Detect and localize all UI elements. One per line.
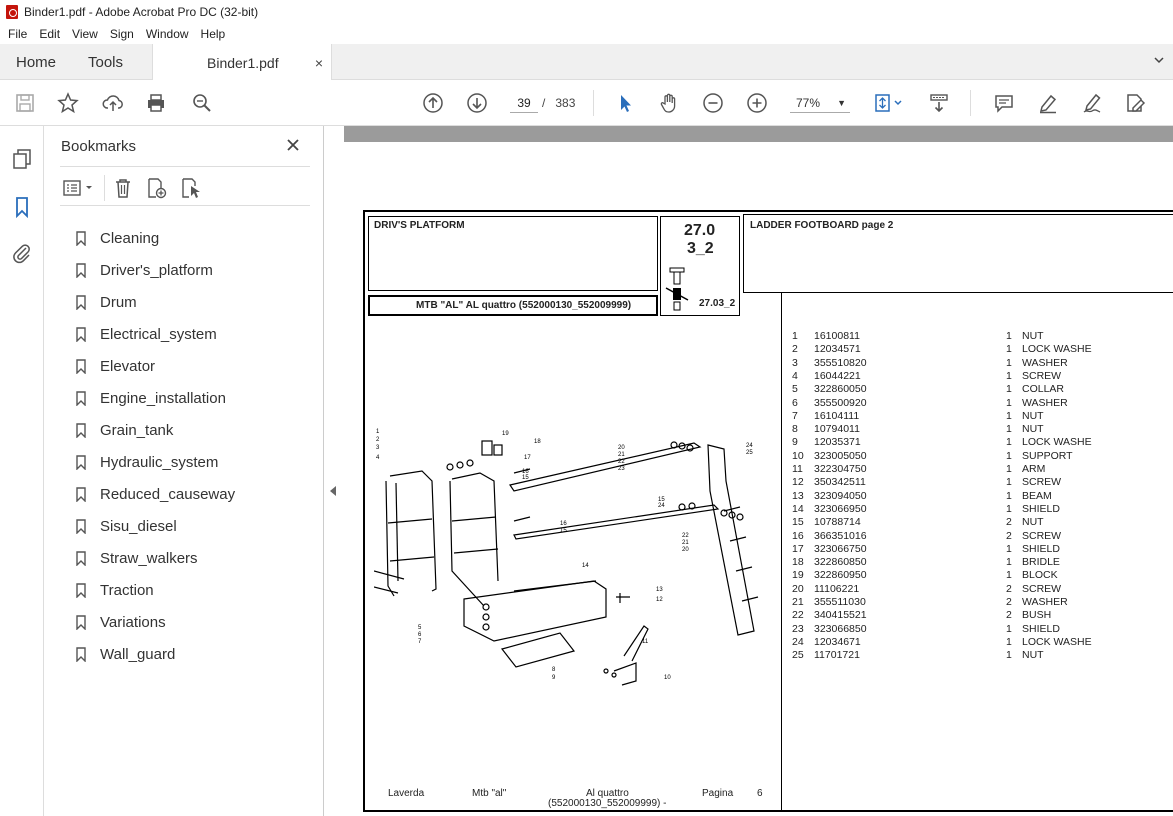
- svg-text:24: 24: [746, 443, 753, 449]
- hand-tool-icon[interactable]: [656, 90, 682, 116]
- part-n: 15: [792, 516, 804, 529]
- part-code: 323066850: [814, 622, 867, 635]
- part-qty: 2: [1006, 529, 1012, 542]
- part-desc: NUT: [1022, 516, 1044, 529]
- footer-model: Mtb "al": [472, 788, 507, 799]
- part-desc: NUT: [1022, 409, 1044, 422]
- bookmark-item[interactable]: Electrical_system: [76, 318, 235, 350]
- part-n: 10: [792, 449, 804, 462]
- part-qty: 1: [1006, 409, 1012, 422]
- collapse-arrow-icon[interactable]: [330, 486, 336, 496]
- fit-page-icon[interactable]: [870, 90, 906, 116]
- part-code: 10794011: [814, 423, 860, 436]
- part-qty: 1: [1006, 476, 1012, 489]
- part-desc: LOCK WASHE: [1022, 635, 1092, 648]
- toolbar-divider: [593, 90, 594, 116]
- part-n: 12: [792, 476, 804, 489]
- part-qty: 2: [1006, 582, 1012, 595]
- svg-text:22: 22: [618, 459, 625, 465]
- panel-splitter[interactable]: [324, 126, 344, 816]
- chevron-down-icon: ▼: [837, 98, 846, 108]
- part-desc: LOCK WASHE: [1022, 343, 1092, 356]
- bookmark-item[interactable]: Engine_installation: [76, 382, 235, 414]
- svg-text:25: 25: [746, 450, 753, 456]
- bookmark-icon: [76, 391, 86, 406]
- bookmark-item[interactable]: Wall_guard: [76, 638, 235, 670]
- bookmark-icon: [76, 423, 86, 438]
- part-desc: WASHER: [1022, 396, 1068, 409]
- bookmark-icon: [76, 487, 86, 502]
- bookmarks-toolbar: [60, 166, 310, 206]
- options-menu-icon[interactable]: [62, 177, 98, 199]
- part-code: 350342511: [814, 476, 866, 489]
- part-n: 20: [792, 582, 804, 595]
- attachments-icon[interactable]: [11, 242, 33, 264]
- title-bar: [0, 0, 1173, 24]
- footer-page-number: 6: [757, 788, 763, 799]
- part-desc: NUT: [1022, 330, 1044, 342]
- star-icon[interactable]: [55, 90, 81, 116]
- bookmark-icon: [76, 295, 86, 310]
- part-n: 1: [792, 330, 798, 342]
- part-n: 22: [792, 609, 804, 622]
- part-n: 3: [792, 356, 798, 369]
- chevron-down-icon[interactable]: [1153, 54, 1165, 69]
- menu-edit[interactable]: Edit: [39, 27, 61, 41]
- tab-document-label: Binder1.pdf: [207, 54, 279, 71]
- highlight-pen-icon[interactable]: [1035, 90, 1061, 116]
- tab-document[interactable]: [152, 44, 332, 81]
- part-code: 12034571: [814, 343, 861, 356]
- svg-text:15: 15: [658, 497, 665, 503]
- tab-row: [0, 44, 1173, 80]
- previous-page-icon[interactable]: [420, 90, 446, 116]
- part-desc: LOCK WASHE: [1022, 436, 1092, 449]
- svg-text:5: 5: [418, 625, 422, 631]
- zoom-search-icon[interactable]: [189, 90, 215, 116]
- delete-bookmark-icon[interactable]: [112, 177, 134, 199]
- part-code: 366351016: [814, 529, 867, 542]
- code-top: 27.0: [684, 222, 716, 239]
- draw-sign-icon[interactable]: [1079, 90, 1105, 116]
- svg-text:20: 20: [618, 445, 625, 451]
- svg-text:19: 19: [502, 431, 509, 437]
- part-qty: 1: [1006, 463, 1012, 475]
- bookmark-item[interactable]: Elevator: [76, 350, 235, 382]
- part-qty: 1: [1006, 542, 1012, 555]
- part-thumbnail-icon: [664, 266, 694, 314]
- footer-brand: Laverda: [388, 788, 425, 799]
- upload-cloud-icon[interactable]: [100, 90, 126, 116]
- toolbar-divider: [104, 175, 105, 201]
- part-code: 16104111: [814, 409, 860, 422]
- comment-icon[interactable]: [991, 90, 1017, 116]
- svg-text:1: 1: [376, 429, 380, 435]
- svg-text:13: 13: [656, 587, 663, 593]
- part-n: 23: [792, 622, 804, 635]
- bookmark-item[interactable]: Hydraulic_system: [76, 446, 235, 478]
- svg-text:16: 16: [560, 521, 567, 527]
- menu-view[interactable]: View: [72, 27, 98, 41]
- part-code: 11106221: [814, 582, 860, 595]
- part-qty: 1: [1006, 396, 1012, 409]
- next-page-icon[interactable]: [464, 90, 490, 116]
- bookmark-icon: [76, 583, 86, 598]
- bookmark-icon: [76, 327, 86, 342]
- part-n: 14: [792, 502, 804, 515]
- menu-help[interactable]: Help: [200, 27, 226, 41]
- bookmark-icon: [76, 647, 86, 662]
- part-n: 7: [792, 409, 798, 422]
- page-thumbnails-icon[interactable]: [11, 148, 33, 170]
- part-qty: 1: [1006, 369, 1012, 382]
- svg-text:15: 15: [522, 475, 529, 481]
- save-icon[interactable]: [12, 90, 38, 116]
- bookmark-list: [76, 222, 235, 670]
- svg-text:14: 14: [582, 563, 589, 569]
- bookmark-item[interactable]: Variations: [76, 606, 235, 638]
- zoom-out-icon[interactable]: [700, 90, 726, 116]
- part-desc: SCREW: [1022, 476, 1062, 489]
- part-code: 322304750: [814, 463, 867, 475]
- part-qty: 1: [1006, 330, 1012, 342]
- svg-text:8: 8: [552, 667, 556, 673]
- footer-page-label: Pagina: [702, 788, 734, 799]
- part-n: 8: [792, 423, 798, 436]
- part-qty: 1: [1006, 556, 1012, 569]
- section-title: DRIV'S PLATFORM: [374, 220, 465, 231]
- svg-text:21: 21: [618, 452, 625, 458]
- part-code: 323005050: [814, 449, 867, 462]
- part-desc: BRIDLE: [1022, 556, 1060, 569]
- part-qty: 1: [1006, 622, 1012, 635]
- part-code: 340415521: [814, 609, 867, 622]
- bookmark-item[interactable]: Drum: [76, 286, 235, 318]
- part-n: 5: [792, 383, 798, 396]
- part-code: 322860050: [814, 383, 867, 396]
- part-code: 16100811: [814, 330, 860, 342]
- part-n: 16: [792, 529, 804, 542]
- part-code: 12034671: [814, 635, 861, 648]
- part-desc: SCREW: [1022, 369, 1062, 382]
- part-n: 24: [792, 635, 804, 648]
- svg-text:21: 21: [682, 540, 689, 546]
- part-code: 355510820: [814, 356, 867, 369]
- svg-text:6: 6: [418, 632, 422, 638]
- window-title: Binder1.pdf - Adobe Acrobat Pro DC (32-bit): [24, 5, 259, 19]
- find-bookmark-icon[interactable]: [180, 177, 202, 199]
- part-n: 25: [792, 649, 804, 662]
- select-cursor-icon[interactable]: [612, 90, 638, 116]
- page-total: / 383: [542, 96, 576, 110]
- part-n: 4: [792, 369, 798, 382]
- part-qty: 1: [1006, 423, 1012, 436]
- part-code: 16044221: [814, 369, 861, 382]
- scroll-mode-icon[interactable]: [926, 90, 952, 116]
- part-n: 17: [792, 542, 804, 555]
- part-desc: SUPPORT: [1022, 449, 1073, 462]
- bookmark-item[interactable]: Sisu_diesel: [76, 510, 235, 542]
- part-code: 11701721: [814, 649, 860, 662]
- svg-text:16: 16: [522, 469, 529, 475]
- part-qty: 1: [1006, 436, 1012, 449]
- part-code: 355500920: [814, 396, 867, 409]
- print-icon[interactable]: [143, 90, 169, 116]
- footer-range: (552000130_552009999) -: [548, 798, 667, 809]
- svg-text:24: 24: [658, 503, 665, 509]
- part-qty: 1: [1006, 649, 1012, 662]
- part-desc: SHIELD: [1022, 542, 1060, 555]
- part-qty: 1: [1006, 489, 1012, 502]
- part-code: 323066950: [814, 502, 867, 515]
- close-tab-icon[interactable]: ×: [314, 54, 323, 71]
- new-bookmark-icon[interactable]: [146, 177, 168, 199]
- toolbar-divider: [970, 90, 971, 116]
- svg-text:22: 22: [682, 533, 689, 539]
- part-desc: COLLAR: [1022, 383, 1065, 396]
- part-n: 2: [792, 343, 798, 356]
- bookmark-icon: [76, 263, 86, 278]
- part-desc: NUT: [1022, 423, 1044, 436]
- acrobat-icon: [6, 5, 18, 19]
- menu-window[interactable]: Window: [145, 27, 189, 41]
- part-qty: 2: [1006, 609, 1012, 622]
- navigation-rail: [0, 126, 44, 816]
- code-bottom: 3_2: [687, 240, 714, 257]
- bookmark-icon: [76, 231, 86, 246]
- part-desc: ARM: [1022, 463, 1046, 475]
- part-desc: SCREW: [1022, 582, 1062, 595]
- part-code: 12035371: [814, 436, 861, 449]
- part-qty: 1: [1006, 383, 1012, 396]
- part-qty: 1: [1006, 449, 1012, 462]
- part-n: 18: [792, 556, 804, 569]
- part-qty: 1: [1006, 635, 1012, 648]
- close-panel-icon[interactable]: [286, 136, 300, 157]
- svg-text:15: 15: [560, 528, 567, 534]
- menu-bar: [0, 24, 229, 44]
- svg-text:9: 9: [552, 675, 556, 681]
- bookmark-icon: [76, 551, 86, 566]
- part-n: 13: [792, 489, 804, 502]
- part-n: 6: [792, 396, 798, 409]
- part-desc: WASHER: [1022, 596, 1068, 608]
- bookmark-item[interactable]: Grain_tank: [76, 414, 235, 446]
- svg-text:17: 17: [524, 455, 531, 461]
- menu-sign[interactable]: Sign: [109, 27, 134, 41]
- part-code: 322860950: [814, 569, 867, 582]
- part-n: 19: [792, 569, 804, 582]
- part-qty: 2: [1006, 596, 1012, 608]
- zoom-in-icon[interactable]: [744, 90, 770, 116]
- svg-text:4: 4: [376, 455, 380, 461]
- part-code: 323066750: [814, 542, 867, 555]
- part-code: 355511030: [814, 596, 866, 608]
- part-desc: SHIELD: [1022, 622, 1060, 635]
- pdf-page: [344, 126, 1173, 816]
- bookmark-item[interactable]: Driver's_platform: [76, 254, 235, 286]
- part-qty: 2: [1006, 516, 1012, 529]
- part-qty: 1: [1006, 502, 1012, 515]
- part-desc: BLOCK: [1022, 569, 1058, 582]
- part-n: 11: [792, 463, 803, 475]
- bookmarks-panel: [44, 126, 324, 816]
- svg-text:10: 10: [664, 675, 671, 681]
- exploded-diagram: [374, 421, 774, 691]
- part-desc: SHIELD: [1022, 502, 1060, 515]
- bookmark-icon: [76, 615, 86, 630]
- part-desc: BUSH: [1022, 609, 1052, 622]
- svg-text:2: 2: [376, 437, 380, 443]
- svg-text:11: 11: [642, 639, 649, 645]
- bookmark-icon: [76, 455, 86, 470]
- part-qty: 1: [1006, 343, 1012, 356]
- svg-text:12: 12: [656, 597, 663, 603]
- bookmarks-title: Bookmarks: [61, 138, 137, 155]
- svg-text:3: 3: [376, 445, 380, 451]
- svg-text:18: 18: [534, 439, 541, 445]
- part-n: 9: [792, 436, 798, 449]
- bookmark-item[interactable]: Straw_walkers: [76, 542, 235, 574]
- part-qty: 1: [1006, 356, 1012, 369]
- part-desc: WASHER: [1022, 356, 1068, 369]
- zoom-level-value: 77%: [796, 96, 821, 110]
- svg-text:20: 20: [682, 547, 689, 553]
- part-code: 323094050: [814, 489, 867, 502]
- part-code: 10788714: [814, 516, 861, 529]
- bookmark-item[interactable]: Cleaning: [76, 222, 235, 254]
- part-desc: NUT: [1022, 649, 1044, 662]
- bookmark-item[interactable]: Reduced_causeway: [76, 478, 235, 510]
- tab-tools[interactable]: Tools: [88, 53, 124, 71]
- bookmark-icon: [76, 359, 86, 374]
- part-desc: SCREW: [1022, 529, 1062, 542]
- footer-variant: Al quattro: [586, 788, 629, 799]
- zoom-level-select[interactable]: [790, 93, 850, 113]
- part-qty: 1: [1006, 569, 1012, 582]
- part-n: 21: [792, 596, 804, 608]
- model-label: MTB "AL" AL quattro (552000130_552009999): [416, 300, 632, 311]
- tab-home[interactable]: Home: [16, 53, 57, 71]
- edit-pdf-icon[interactable]: [1122, 90, 1148, 116]
- column-divider: [781, 293, 782, 810]
- heading: LADDER FOOTBOARD page 2: [750, 220, 894, 231]
- bookmarks-panel-icon[interactable]: [11, 196, 33, 218]
- part-code: 322860850: [814, 556, 867, 569]
- part-desc: BEAM: [1022, 489, 1052, 502]
- svg-text:23: 23: [618, 466, 625, 472]
- main-toolbar: [0, 80, 1173, 126]
- bookmark-item[interactable]: Traction: [76, 574, 235, 606]
- menu-file[interactable]: File: [8, 27, 28, 41]
- page-number-input[interactable]: 39: [510, 93, 538, 113]
- bookmark-icon: [76, 519, 86, 534]
- svg-text:7: 7: [418, 639, 422, 645]
- ref-label: 27.03_2: [699, 298, 736, 309]
- document-viewer[interactable]: [344, 126, 1173, 816]
